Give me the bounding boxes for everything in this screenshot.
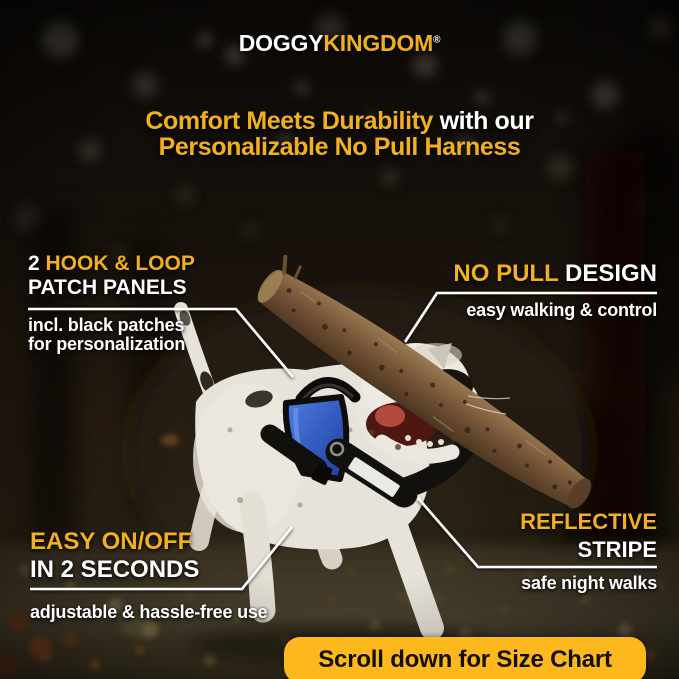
patch-panels-accent: HOOK & LOOP — [45, 252, 195, 275]
feature-patch-panels-title — [28, 252, 195, 276]
feature-patch-panels-desc — [28, 316, 195, 354]
feature-reflective-title: REFLECTIVE — [520, 509, 657, 534]
feature-easy-on-off-desc: adjustable & hassle-free use — [30, 602, 268, 622]
headline-line2: Personalizable No Pull Harness — [158, 133, 521, 161]
feature-reflective — [520, 508, 657, 597]
feature-patch-panels — [28, 252, 195, 354]
feature-no-pull — [453, 260, 657, 324]
patch-panels-desc-line1: incl. black patches — [28, 315, 185, 335]
feature-patch-panels-title2: PATCH PANELS — [28, 276, 187, 299]
headline — [0, 108, 679, 160]
headline-line1 — [0, 108, 679, 134]
feature-no-pull-desc: easy walking & control — [466, 300, 657, 320]
brand-secondary: KINGDOM — [323, 30, 434, 56]
patch-panels-desc-line2: for personalization — [28, 334, 186, 354]
feature-easy-on-off-title: EASY ON/OFF — [30, 528, 193, 555]
feature-easy-on-off — [30, 528, 268, 626]
brand-primary: DOGGY — [238, 30, 324, 56]
brand-logo — [0, 30, 679, 57]
registered-mark: ® — [433, 34, 441, 46]
no-pull-rest: DESIGN — [558, 260, 657, 287]
no-pull-accent: NO PULL — [453, 260, 559, 287]
patch-panels-count: 2 — [28, 252, 46, 275]
feature-reflective-title2: STRIPE — [577, 537, 657, 562]
size-chart-button[interactable]: Scroll down for Size Chart — [284, 637, 646, 679]
headline-accent: Comfort Meets Durability — [145, 107, 434, 135]
feature-no-pull-title — [453, 260, 657, 288]
feature-easy-on-off-title2: IN 2 SECONDS — [30, 556, 200, 583]
headline-rest: with our — [433, 107, 534, 135]
feature-reflective-desc: safe night walks — [521, 573, 657, 593]
